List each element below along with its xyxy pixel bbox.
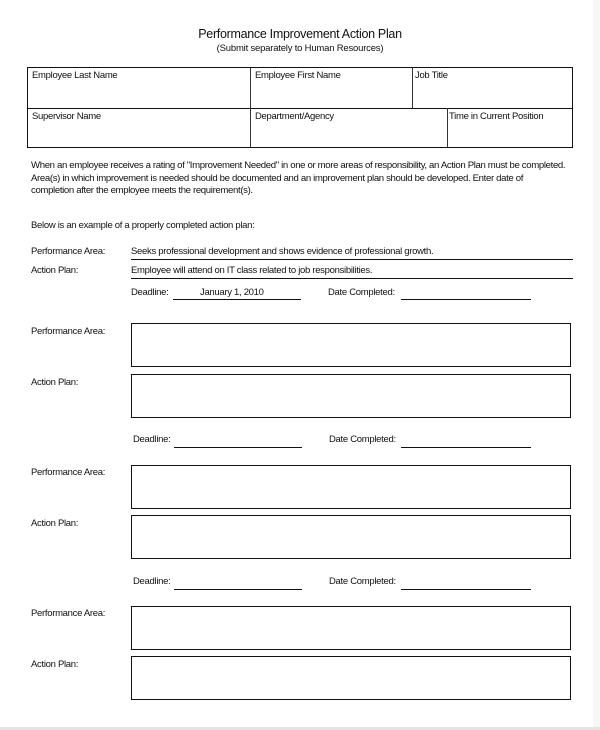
example-performance-area-value: Seeks professional development and shows evidence of professional growth. <box>131 246 434 257</box>
action-plan-label: Action Plan: <box>31 659 79 670</box>
employee-info-table <box>27 67 573 148</box>
action-plan-input[interactable] <box>131 374 571 418</box>
job-title-field[interactable] <box>413 68 572 108</box>
employee-last-name-label: Employee Last Name <box>32 70 118 81</box>
page-edge-right <box>593 0 600 730</box>
performance-area-input[interactable] <box>131 323 571 367</box>
performance-area-label: Performance Area: <box>31 608 106 619</box>
deadline-input[interactable] <box>174 589 302 590</box>
action-plan-input[interactable] <box>131 656 571 700</box>
department-agency-field[interactable] <box>251 109 447 147</box>
deadline-label: Deadline: <box>133 576 171 587</box>
instructions-line: When an employee receives a rating of "Improvement Needed" in one or more areas of responsibility, an Action Plan must be completed. <box>31 160 566 171</box>
time-in-position-field[interactable] <box>448 109 572 147</box>
example-deadline-line <box>173 299 301 300</box>
date-completed-input[interactable] <box>401 589 531 590</box>
page-subtitle: (Submit separately to Human Resources) <box>216 43 384 54</box>
action-plan-input[interactable] <box>131 515 571 559</box>
deadline-input[interactable] <box>174 447 302 448</box>
action-plan-label: Action Plan: <box>31 518 79 529</box>
supervisor-name-field[interactable] <box>28 109 250 147</box>
action-plan-label: Action Plan: <box>31 377 79 388</box>
example-performance-area-label: Performance Area: <box>31 246 106 257</box>
example-performance-area-line <box>131 259 573 260</box>
performance-area-label: Performance Area: <box>31 326 106 337</box>
date-completed-label: Date Completed: <box>329 434 396 445</box>
employee-last-name-field[interactable] <box>28 68 250 108</box>
employee-first-name-field[interactable] <box>251 68 412 108</box>
date-completed-input[interactable] <box>401 447 531 448</box>
instructions-line: completion after the employee meets the requirement(s). <box>31 185 253 196</box>
example-date-completed-label: Date Completed: <box>328 287 395 298</box>
department-agency-label: Department/Agency <box>255 111 334 122</box>
employee-first-name-label: Employee First Name <box>255 70 341 81</box>
instructions <box>31 160 576 198</box>
performance-area-input[interactable] <box>131 606 571 650</box>
example-deadline-label: Deadline: <box>131 287 169 298</box>
instructions-line: Area(s) in which improvement is needed should be documented and an improvement plan should be developed. Enter date of <box>31 172 524 184</box>
performance-area-label: Performance Area: <box>31 467 106 478</box>
page-title: Performance Improvement Action Plan <box>198 27 402 41</box>
date-completed-label: Date Completed: <box>329 576 396 587</box>
example-action-plan-line <box>131 278 573 279</box>
supervisor-name-label: Supervisor Name <box>32 111 101 122</box>
example-action-plan-value: Employee will attend on IT class related to job responsibilities. <box>131 265 373 276</box>
job-title-label: Job Title <box>415 70 448 81</box>
example-intro: Below is an example of a properly completed action plan: <box>31 220 255 231</box>
example-action-plan-label: Action Plan: <box>31 265 79 276</box>
performance-area-input[interactable] <box>131 465 571 509</box>
example-deadline-value: January 1, 2010 <box>200 287 264 298</box>
example-date-completed-line <box>401 299 531 300</box>
deadline-label: Deadline: <box>133 434 171 445</box>
time-in-position-label: Time in Current Position <box>449 111 544 122</box>
